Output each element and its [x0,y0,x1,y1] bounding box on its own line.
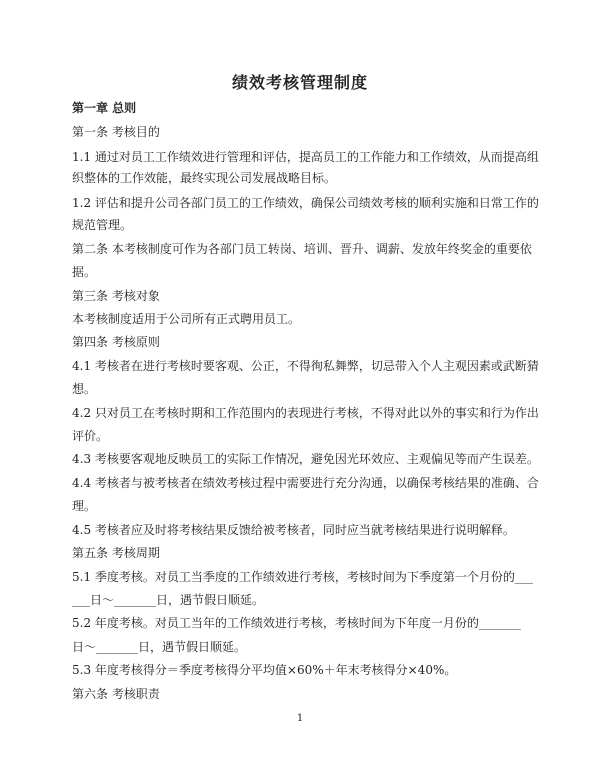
page-number: 1 [296,713,304,724]
chapter-heading: 第一章 总则 [72,101,137,115]
paragraph-line: 想。 [72,382,97,396]
article-heading: 第五条 考核周期 [72,546,160,560]
paragraph-line: 第二条 本考核制度可作为各部门员工转岗、培训、晋升、调薪、发放年终奖金的重要依 [72,242,532,256]
paragraph-line: 5.3 年度考核得分＝季度考核得分平均值×60%＋年末考核得分×40%。 [72,663,457,677]
article-heading: 第三条 考核对象 [72,289,160,303]
paragraph-line: 4.1 考核者在进行考核时要客观、公正，不得徇私舞弊，切忌带入个人主观因素或武断猜 [72,359,539,373]
article-heading: 第一条 考核目的 [72,125,160,139]
paragraph-line: 织整体的工作效能，最终实现公司发展战略目标。 [72,171,337,185]
paragraph-line: ___日～_______日，遇节假日顺延。 [72,593,265,607]
paragraph-line: 理。 [72,499,97,513]
paragraph-line: 4.4 考核者与被考核者在绩效考核过程中需要进行充分沟通，以确保考核结果的准确、合 [72,476,539,490]
document-title: 绩效考核管理制度 [231,73,368,92]
paragraph-line: 本考核制度适用于公司所有正式聘用员工。 [72,312,301,326]
paragraph-line: 4.3 考核要客观地反映员工的实际工作情况，避免因光环效应、主观偏见等而产生误差。 [72,452,539,466]
paragraph-line: 1.2 评估和提升公司各部门员工的工作绩效，确保公司绩效考核的顺利实施和日常工作的 [72,196,539,210]
article-heading: 第六条 考核职责 [72,687,160,701]
paragraph-line: 1.1 通过对员工工作绩效进行管理和评估，提高员工的工作能力和工作绩效，从而提高组 [72,150,539,164]
paragraph-line: 5.1 季度考核。对员工当季度的工作绩效进行考核，考核时间为下季度第一个月份的___ [72,570,533,584]
paragraph-line: 评价。 [72,429,109,443]
paragraph-line: 规范管理。 [72,218,133,232]
paragraph-line: 据。 [72,265,97,279]
paragraph-line: 日～_______日，遇节假日顺延。 [72,640,247,654]
paragraph-line: 4.5 考核者应及时将考核结果反馈给被考核者，同时应当就考核结果进行说明解释。 [72,523,515,537]
paragraph-line: 4.2 只对员工在考核时期和工作范围内的表现进行考核，不得对此以外的事实和行为作出 [72,406,539,420]
paragraph-line: 5.2 年度考核。对员工当年的工作绩效进行考核，考核时间为下年度一月份的_______ [72,616,521,630]
article-heading: 第四条 考核原则 [72,335,160,349]
